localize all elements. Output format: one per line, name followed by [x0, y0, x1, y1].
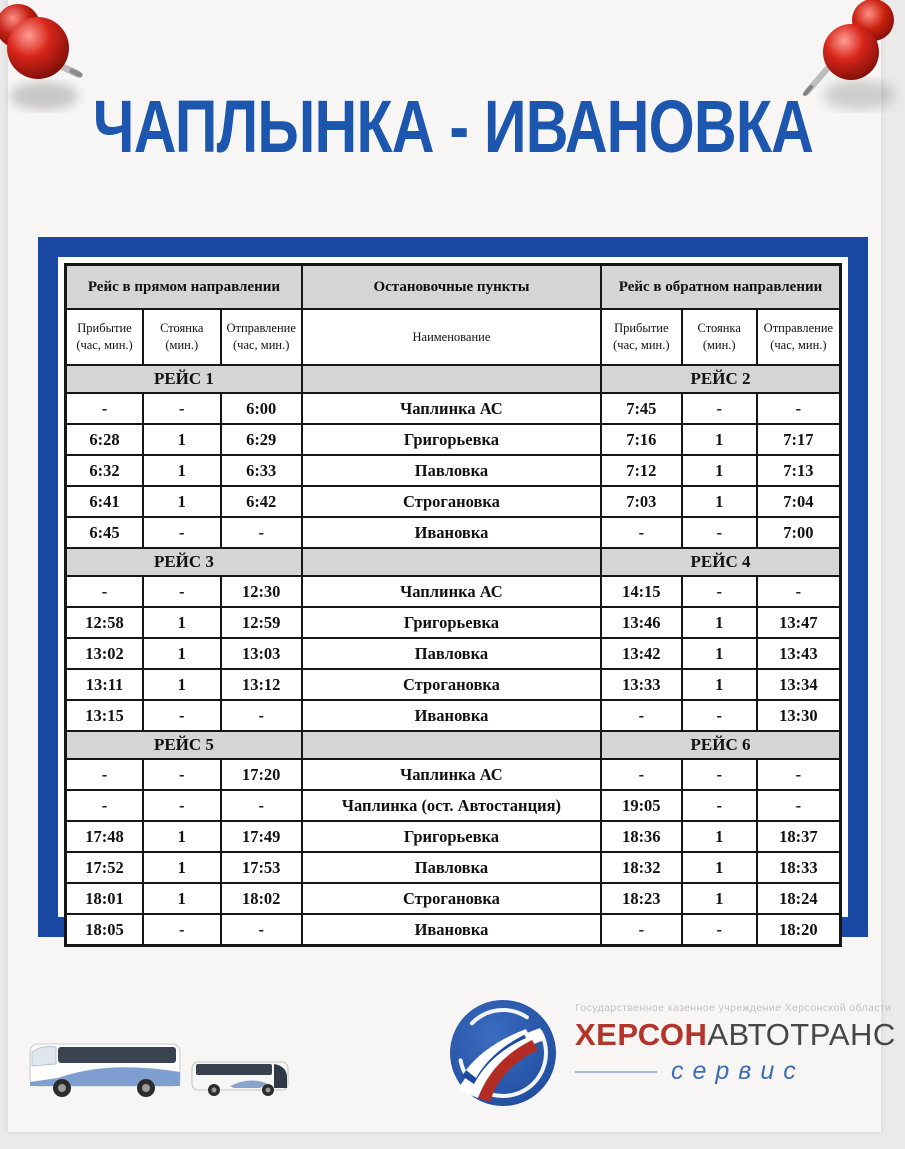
time-cell: - [66, 790, 144, 821]
time-cell: 1 [682, 852, 757, 883]
brand-name-primary: ХЕРСОН [575, 1017, 708, 1052]
time-cell: - [66, 576, 144, 607]
time-cell: 18:37 [757, 821, 841, 852]
column-header-arrival-fwd: Прибытие (час, мин.) [66, 309, 144, 365]
timetable-frame [38, 237, 868, 937]
column-header-stop-fwd: Стоянка (мин.) [143, 309, 221, 365]
station-cell: Павловка [302, 638, 601, 669]
time-cell: 6:41 [66, 486, 144, 517]
station-cell: Григорьевка [302, 607, 601, 638]
time-cell: 7:17 [757, 424, 841, 455]
station-cell: Чаплинка (ост. Автостанция) [302, 790, 601, 821]
column-header-departure-ret: Отправление (час, мин.) [757, 309, 841, 365]
station-cell: Строгановка [302, 883, 601, 914]
time-cell: - [143, 759, 221, 790]
time-cell: 17:20 [221, 759, 302, 790]
time-cell: 18:32 [601, 852, 682, 883]
time-cell: 1 [143, 424, 221, 455]
time-cell: 6:00 [221, 393, 302, 424]
station-cell: Чаплинка АС [302, 576, 601, 607]
time-cell: 1 [682, 638, 757, 669]
time-cell: 1 [682, 486, 757, 517]
station-cell: Григорьевка [302, 424, 601, 455]
time-cell: - [682, 576, 757, 607]
time-cell: - [757, 759, 841, 790]
station-cell: Чаплинка АС [302, 759, 601, 790]
time-cell: - [682, 393, 757, 424]
station-cell: Ивановка [302, 914, 601, 946]
time-cell: 14:15 [601, 576, 682, 607]
time-cell: 1 [143, 455, 221, 486]
time-cell: - [143, 576, 221, 607]
time-cell: 1 [682, 821, 757, 852]
time-cell: - [143, 700, 221, 731]
time-cell: 6:33 [221, 455, 302, 486]
time-cell: 17:52 [66, 852, 144, 883]
time-cell: - [682, 759, 757, 790]
table-row [66, 607, 841, 638]
time-cell: 13:11 [66, 669, 144, 700]
brand-block [575, 1002, 895, 1086]
time-cell: 18:23 [601, 883, 682, 914]
time-cell: 7:00 [757, 517, 841, 548]
column-header-row [66, 309, 841, 365]
time-cell: 6:42 [221, 486, 302, 517]
brand-divider-line [575, 1071, 657, 1073]
time-cell: 13:30 [757, 700, 841, 731]
time-cell: 18:02 [221, 883, 302, 914]
time-cell: 1 [143, 638, 221, 669]
time-cell: 18:36 [601, 821, 682, 852]
time-cell: 13:03 [221, 638, 302, 669]
brand-subrow [575, 1057, 895, 1086]
brand-name [575, 1017, 895, 1053]
time-cell: 1 [682, 424, 757, 455]
table-row [66, 424, 841, 455]
time-cell: 12:58 [66, 607, 144, 638]
bus-small-icon [190, 1058, 292, 1100]
time-cell: 1 [682, 455, 757, 486]
time-cell: 18:33 [757, 852, 841, 883]
column-header-name: Наименование [302, 309, 601, 365]
time-cell: - [682, 790, 757, 821]
time-cell: - [601, 759, 682, 790]
time-cell: 12:59 [221, 607, 302, 638]
time-cell: 13:47 [757, 607, 841, 638]
brand-name-secondary: АВТОТРАНС [707, 1017, 896, 1052]
station-cell: Чаплинка АС [302, 393, 601, 424]
trip-label-left: РЕЙС 3 [66, 548, 302, 576]
time-cell: - [601, 517, 682, 548]
trip-label-row [66, 365, 841, 393]
table-row [66, 883, 841, 914]
trip-label-row [66, 548, 841, 576]
timetable-frame-inner [58, 257, 848, 939]
brand-subtitle: сервис [671, 1057, 805, 1085]
table-row [66, 486, 841, 517]
time-cell: - [143, 393, 221, 424]
time-cell: - [601, 700, 682, 731]
column-header-arrival-ret: Прибытие (час, мин.) [601, 309, 682, 365]
time-cell: - [757, 576, 841, 607]
trip-label-right: РЕЙС 4 [601, 548, 840, 576]
station-cell: Павловка [302, 852, 601, 883]
bus-large-icon [28, 1038, 188, 1100]
time-cell: 19:05 [601, 790, 682, 821]
trip-label-middle [302, 365, 601, 393]
table-row [66, 455, 841, 486]
time-cell: - [757, 790, 841, 821]
time-cell: - [66, 393, 144, 424]
time-cell: - [682, 914, 757, 946]
time-cell: 1 [143, 486, 221, 517]
time-cell: - [601, 914, 682, 946]
station-cell: Ивановка [302, 517, 601, 548]
table-row [66, 517, 841, 548]
table-row [66, 821, 841, 852]
trip-label-left: РЕЙС 1 [66, 365, 302, 393]
time-cell: 7:03 [601, 486, 682, 517]
trip-label-middle [302, 548, 601, 576]
table-row [66, 638, 841, 669]
timetable-body [66, 365, 841, 946]
time-cell: 7:13 [757, 455, 841, 486]
station-cell: Павловка [302, 455, 601, 486]
time-cell: 18:05 [66, 914, 144, 946]
station-cell: Григорьевка [302, 821, 601, 852]
khersonavtotrans-logo-icon [448, 998, 558, 1108]
time-cell: - [143, 517, 221, 548]
time-cell: 1 [143, 852, 221, 883]
time-cell: - [221, 517, 302, 548]
table-row [66, 576, 841, 607]
time-cell: 7:16 [601, 424, 682, 455]
trip-label-right: РЕЙС 6 [601, 731, 840, 759]
pushpin-left-icon [0, 2, 108, 122]
time-cell: - [221, 700, 302, 731]
timetable [64, 263, 842, 947]
trip-label-row [66, 731, 841, 759]
time-cell: 13:43 [757, 638, 841, 669]
table-row [66, 914, 841, 946]
time-cell: 1 [143, 669, 221, 700]
time-cell: - [682, 700, 757, 731]
time-cell: 6:29 [221, 424, 302, 455]
time-cell: 7:45 [601, 393, 682, 424]
group-header-stops: Остановочные пункты [302, 265, 601, 310]
time-cell: 13:46 [601, 607, 682, 638]
time-cell: 1 [143, 607, 221, 638]
time-cell: 13:15 [66, 700, 144, 731]
time-cell: 17:53 [221, 852, 302, 883]
time-cell: 18:24 [757, 883, 841, 914]
column-header-departure-fwd: Отправление (час, мин.) [221, 309, 302, 365]
table-row [66, 700, 841, 731]
time-cell: 6:45 [66, 517, 144, 548]
time-cell: 6:32 [66, 455, 144, 486]
table-row [66, 393, 841, 424]
brand-caption: Государственное казенное учреждение Херсонской области [575, 1002, 892, 1014]
time-cell: 13:42 [601, 638, 682, 669]
group-header-forward: Рейс в прямом направлении [66, 265, 302, 310]
time-cell: 7:12 [601, 455, 682, 486]
time-cell: - [682, 517, 757, 548]
column-header-stop-ret: Стоянка (мин.) [682, 309, 757, 365]
group-header-row [66, 265, 841, 310]
time-cell: - [757, 393, 841, 424]
table-row [66, 852, 841, 883]
time-cell: - [143, 790, 221, 821]
time-cell: 13:02 [66, 638, 144, 669]
group-header-return: Рейс в обратном направлении [601, 265, 840, 310]
table-row [66, 669, 841, 700]
time-cell: - [66, 759, 144, 790]
time-cell: 17:48 [66, 821, 144, 852]
footer [0, 990, 905, 1120]
time-cell: - [143, 914, 221, 946]
time-cell: 7:04 [757, 486, 841, 517]
station-cell: Ивановка [302, 700, 601, 731]
time-cell: 18:01 [66, 883, 144, 914]
time-cell: - [221, 790, 302, 821]
station-cell: Строгановка [302, 486, 601, 517]
time-cell: 1 [682, 607, 757, 638]
station-cell: Строгановка [302, 669, 601, 700]
trip-label-left: РЕЙС 5 [66, 731, 302, 759]
table-row [66, 790, 841, 821]
time-cell: 1 [682, 669, 757, 700]
time-cell: 13:12 [221, 669, 302, 700]
time-cell: 12:30 [221, 576, 302, 607]
time-cell: 1 [143, 821, 221, 852]
time-cell: 13:33 [601, 669, 682, 700]
trip-label-middle [302, 731, 601, 759]
table-row [66, 759, 841, 790]
time-cell: - [221, 914, 302, 946]
time-cell: 1 [682, 883, 757, 914]
trip-label-right: РЕЙС 2 [601, 365, 840, 393]
time-cell: 1 [143, 883, 221, 914]
time-cell: 18:20 [757, 914, 841, 946]
time-cell: 17:49 [221, 821, 302, 852]
time-cell: 6:28 [66, 424, 144, 455]
time-cell: 13:34 [757, 669, 841, 700]
page-title: ЧАПЛЫНКА - ИВАНОВКА [92, 85, 813, 168]
